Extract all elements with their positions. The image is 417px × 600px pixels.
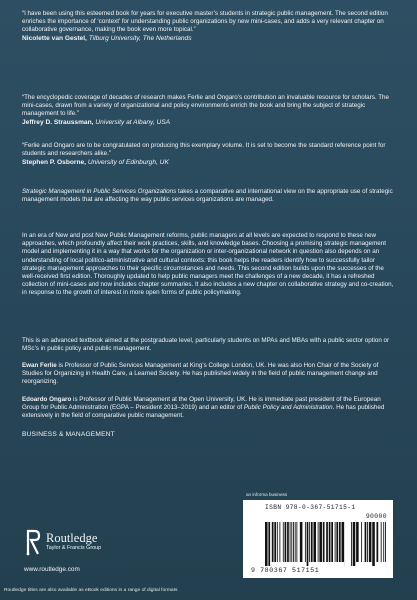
publisher-group: Taylor & Francis Group (46, 545, 102, 551)
ean-digits: 9 780367 517151 (251, 567, 320, 574)
endorsement-2 (22, 94, 397, 127)
endorsement-quote: “The encyclopedic coverage of decades of research makes Ferlie and Ongaro’s contribution an invaluable resource for scholars. The mini-cases, drawn from a variety of organizational and policy environments enrich the book and bring the subject of strategic management to life.” (22, 94, 389, 118)
endorsement-attribution: Nicolette van Gestel, Tilburg University, The Netherlands (22, 35, 192, 43)
audience-text: This is an advanced textbook aimed at the postgraduate level, particularly students on MPAs and MBAs with a public sector option or MSc’s in public policy and public management. (22, 337, 390, 353)
endorser-affiliation: University at Albany, USA (95, 119, 171, 127)
endorsement-quote: “I have been using this esteemed book for years for executive master’s students in strategic public management. The second edition enriches the importance of ‘context’ for understanding public organizations by new mini-cases, and adds a very relevant chapter on collaborative governance, making the book even more topical.” (22, 10, 388, 34)
publisher-url[interactable]: www.routledge.com (24, 566, 80, 573)
informa-tagline: an informa business (246, 492, 288, 497)
author-bio-2 (22, 396, 397, 421)
barcode-bars (265, 522, 345, 566)
endorsement-attribution: Jeffrey D. Straussman, University at Albany, USA (22, 119, 171, 127)
endorser-name: Stephen P. Osborne (22, 158, 85, 166)
isbn-label: ISBN 978-0-367-51715-1 (265, 504, 356, 511)
routledge-logo-icon (24, 528, 42, 556)
author-bio-1 (22, 362, 397, 387)
endorsement-3 (22, 142, 397, 167)
endorsement-1 (22, 10, 397, 43)
endorsement-quote: “Ferlie and Ongaro are to be congratulated on producing this exemplary volume. It is set to become the standard reference point for students and researchers alike.” (22, 142, 386, 158)
barcode (243, 500, 393, 578)
intro-text: takes a comparative and international view on the appropriate use of strategic management models that are affecting the way public services organizations are managed. (22, 188, 393, 204)
intro-paragraph (22, 188, 397, 204)
author-bio-end: . He has published extensively in the field of comparative public management. (22, 404, 385, 420)
publisher-name: Routledge (46, 531, 98, 545)
endorser-name: Jeffrey D. Straussman (22, 119, 92, 127)
book-title: Strategic Management in Public Services Organizations (22, 188, 177, 195)
audience-paragraph (22, 337, 397, 353)
subject-category: BUSINESS & MANAGEMENT (22, 431, 115, 438)
barcode-addon-bars (351, 522, 387, 566)
journal-title: Public Policy and Administration (243, 404, 333, 412)
author-name: Ewan Ferlie (22, 362, 57, 369)
author-name: Edoardo Ongaro (22, 396, 72, 403)
ebook-footnote: Routledge titles are also available as eBook editions in a range of digital formats (4, 588, 178, 593)
description-paragraph (22, 232, 397, 298)
author-bio: is Professor of Public Management at the Open University, UK. He is immediate past president of the European Group for Public Administration (EGPA – President 2013–2019) and an editor of (22, 396, 381, 412)
endorser-affiliation: Tilburg University, The Netherlands (88, 35, 192, 43)
price-code: 90000 (365, 513, 387, 520)
endorsement-attribution: Stephen P. Osborne, University of Edinburgh, UK (22, 158, 169, 166)
endorser-name: Nicolette van Gestel (22, 35, 86, 43)
description-text: In an era of New and post New Public Management reforms, public managers at all levels are expected to respond to these new approaches, which profoundly affect their work practices, skills, and knowledge bases. Choosing a promising strategic management model and implementing it in a way that works for the organization or inter-organizational network in question also depends on an understanding of local politico-administrative and cultural contexts: this book helps the readers identify how to successfully tailor strategic management approaches to their specific circumstances and needs. This second edition builds upon the successes of the well-received first edition. Thoroughly updated to help public managers meet the challenges of a new decade, it has a refreshed collection of mini-cases and now includes chapter summaries. It also includes a new chapter on collaborative strategy and co-creation, in response to the growth of interest in more open forms of public policymaking. (22, 232, 394, 297)
author-bio: is Professor of Public Services Management at King’s College London, UK. He was also Hon Chair of the Society of Studies for Organizing in Health Care, a Learned Society. He has published widely in the field of public management change and reorganizing. (22, 362, 379, 386)
endorser-affiliation: University of Edinburgh, UK (87, 158, 169, 166)
